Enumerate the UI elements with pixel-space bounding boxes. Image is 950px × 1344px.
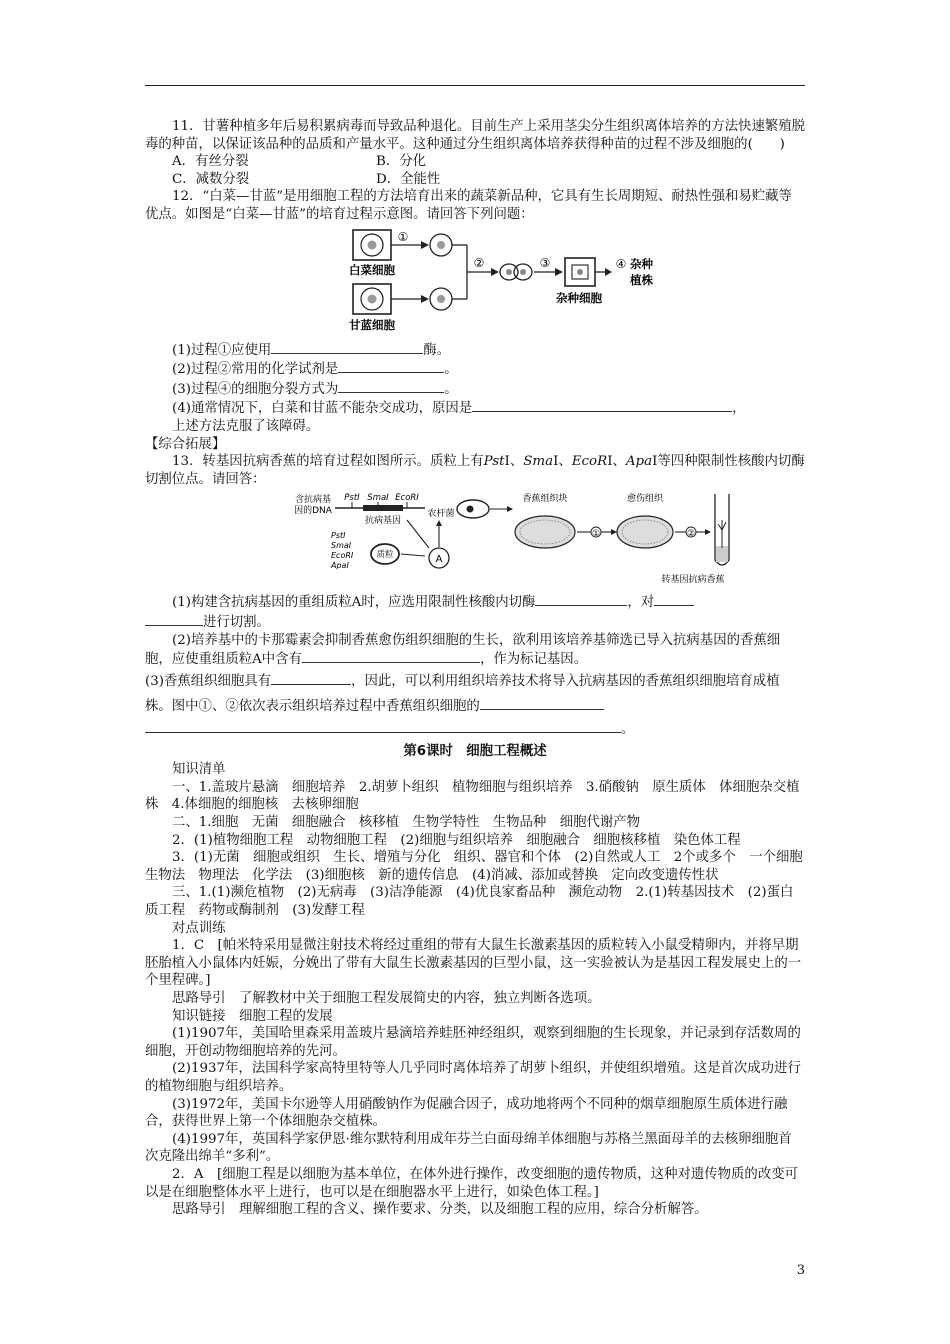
arrow-line [401, 554, 425, 556]
q13-figure [145, 490, 805, 590]
step-1-label: ① [591, 529, 601, 540]
q13-sub3-mid2: 、②依次表示组织培养过程中香蕉组织细胞的 [211, 698, 480, 714]
q12-sub3-tail: 。 [444, 381, 458, 397]
gene-label: 抗病基因 [364, 516, 402, 527]
site-sma-label: SmaⅠ [367, 493, 389, 504]
resistance-gene-block [363, 505, 403, 511]
knowledge-item-4: 3．(1)无菌 细胞或组织 生长、增殖与分化 组织、器官和个体 (2)自然或人工 2个或多个 一个细胞 生物法 物理法 化学法 (3)细胞核 新的遗传信息 (4)消减、添加或替换 定向改变遗传性状 [145, 850, 817, 883]
q12-blank-3[interactable] [338, 379, 444, 393]
roman-numeral: Ⅰ、 [607, 454, 626, 470]
q13-sub3-mid: ，因此，可以利用组织培养技术将导入抗病基因的香蕉组织细胞培育成植株。图中① [145, 673, 780, 714]
q11-option-a: A．有丝分裂 [172, 154, 249, 170]
arrow-head [605, 268, 612, 276]
plasmid-pst-label: PstⅠ [331, 531, 346, 541]
q12-figure [145, 226, 805, 338]
heading-knowledge-list: 知识清单 [172, 762, 226, 778]
link-item-3: (3)1972年，美国卡尔逊等人用硝酸钠作为促融合因子，成功地将两个不同种的烟草细胞原生质体进行融合，获得世界上第一个体细胞杂交植株。 [145, 1096, 788, 1130]
transgenic-banana-label: 转基因抗病香蕉 [661, 575, 725, 586]
arrow-head [421, 241, 429, 249]
q13-sub3 [145, 669, 805, 719]
q11-option-c: C．减数分裂 [172, 171, 250, 187]
q13-blank-5[interactable] [480, 696, 604, 710]
plasmid-apa-label: ApaⅠ [331, 561, 349, 571]
dna-label-1: 含抗病基 [294, 495, 332, 506]
agrobacterium-label: 农杆菌 [427, 509, 455, 520]
cabbage-kale-fusion-diagram [145, 226, 805, 338]
agrobacterium-plasmid [467, 506, 474, 513]
q13-blank-5-cont[interactable] [145, 719, 621, 733]
kale-cell-nucleus [368, 294, 377, 303]
knowledge-item-3: 2．(1)植物细胞工程 动物细胞工程 (2)细胞与组织培养 细胞融合 细胞核移植 染色体工程 [172, 832, 741, 848]
arrow-head [507, 506, 513, 512]
callus-label: 愈伤组织 [626, 494, 664, 505]
q13-blank-1[interactable] [535, 592, 627, 606]
q13-sub2-text: (2)培养基中的卡那霉素会抑制香蕉愈伤组织细胞的生长，欲利用该培养基筛选已导入抗病基因的香蕉细胞，应使重组质粒A中含有 [145, 632, 781, 668]
knowledge-item-2: 二、1.细胞 无菌 细胞融合 核移植 生物学特性 生物品种 细胞代谢产物 [172, 815, 641, 831]
q12-sub1-text: (1)过程①应使用 [172, 342, 272, 358]
step-1-label: ① [397, 229, 409, 244]
hybrid-nucleus [577, 269, 583, 275]
q11-options-row2 [145, 171, 805, 189]
hybrid-plant-label-1: 杂种 [630, 256, 653, 271]
q13-blank-2[interactable] [654, 592, 694, 606]
q12-sub1-tail: 酶。 [423, 342, 451, 358]
callus-dish [617, 516, 673, 548]
q13-blank-3[interactable] [302, 649, 480, 663]
step-3-label: ③ [539, 255, 551, 270]
banana-tissue-dish [515, 516, 575, 548]
q12-sub4-comma: ， [732, 401, 746, 417]
cabbage-cell-label: 白菜细胞 [349, 262, 395, 277]
enzyme-pst: Pst [483, 454, 505, 470]
roman-numeral: Ⅰ [652, 454, 658, 470]
roman-numeral: Ⅰ、 [504, 454, 524, 470]
step-2-label: ② [686, 529, 696, 540]
header-rule [145, 85, 805, 86]
fused-nucleus [506, 269, 512, 275]
arrow-head [555, 268, 563, 276]
plasmid-label: 质粒 [376, 550, 394, 561]
q13-sub1-tail: 进行切割。 [203, 614, 270, 630]
transgenic-banana-diagram [145, 490, 805, 590]
enzyme-ecor: EcoR [571, 454, 608, 470]
q12-sub1 [145, 340, 805, 360]
q13-sub1-text: (1)构建含抗病基因的重组质粒A时，应选用限制性核酸内切酶 [172, 595, 536, 611]
document-body [145, 118, 817, 1219]
q11-option-d: D．全能性 [376, 171, 441, 187]
q12-sub2 [145, 359, 805, 379]
q12-blank-1[interactable] [271, 340, 423, 354]
hybrid-cell-label: 杂种细胞 [556, 290, 602, 305]
q12-sub3 [145, 379, 805, 399]
plasmid-eco-label: EcoRⅠ [331, 551, 354, 561]
knowledge-link-heading: 知识链接 细胞工程的发展 [172, 1008, 333, 1024]
q12-sub2-text: (2)过程②常用的化学试剂是 [172, 362, 339, 378]
lesson-title: 第6课时 细胞工程概述 [403, 743, 547, 759]
q12-blank-4[interactable] [472, 398, 732, 412]
link-item-1: (1)1907年，美国哈里森采用盖玻片悬滴培养蛙胚神经组织，观察到细胞的生长现象，并记录到存活数周的细胞，开创动物细胞培养的先河。 [145, 1026, 801, 1059]
answer-2: 2．A [细胞工程是以细胞为基本单位，在体外进行操作，改变细胞的遗传物质，这种对遗传物质的改变可以是在细胞整体水平上进行，也可以是在细胞器水平上进行，如染色体工程。] [145, 1166, 798, 1200]
q13-sub2 [145, 632, 805, 669]
tube-medium [716, 546, 728, 562]
fused-nucleus [520, 269, 526, 275]
q13-sub3-cont [145, 719, 805, 741]
link-item-2: (2)1937年，法国科学家高特里特等人几乎同时离体培养了胡萝卜组织，并使组织增殖。这是首次成功进行的植物细胞与组织培养。 [145, 1061, 801, 1094]
protoplast-nucleus [437, 241, 445, 249]
step-2-label: ② [473, 255, 485, 270]
arrow-head [436, 520, 442, 526]
q12-sub4-cont: 上述方法克服了该障碍。 [172, 418, 320, 434]
q11-option-b: B．分化 [376, 154, 427, 170]
q11-stem: 11．甘薯种植多年后易积累病毒而导致品种退化。目前生产上采用茎尖分生组织离体培养的方法快速繁殖脱毒的种苗，以保证该品种的品质和产量水平。这种通过分生组织离体培养获得种苗的过程不涉及细胞的( ) [145, 119, 806, 152]
cabbage-cell-nucleus [368, 240, 377, 249]
answer-1: 1．C [帕米特采用显微注射技术将经过重组的带有大鼠生长激素基因的质粒转入小鼠受精卵内，并将早期胚胎植入小鼠体内妊娠，分娩出了带有大鼠生长激素基因的巨型小鼠，这一实验被认为是基因工程发展史上的一个里程碑。] [145, 938, 802, 989]
enzyme-sma: Sma [523, 454, 554, 470]
q13-stem [145, 453, 805, 488]
q12-sub4 [145, 398, 805, 418]
site-pst-label: PstⅠ [344, 493, 360, 504]
hybrid-plant-label-2: 植株 [630, 272, 653, 287]
arrow-head [421, 295, 429, 303]
q11-options-row1 [145, 153, 805, 171]
plasmid-sma-label: SmaⅠ [331, 541, 352, 551]
heading-practice: 对点训练 [172, 920, 226, 936]
arrow-line [407, 520, 429, 548]
arrow-head [611, 529, 617, 535]
knowledge-item-5: 三、1.(1)濒危植物 (2)无病毒 (3)洁净能源 (4)优良家畜品种 濒危动物 2.(1)转基因技术 (2)蛋白质工程 药物或酶制剂 (3)发酵工程 [145, 885, 794, 919]
q13-sub1-cont [145, 612, 805, 632]
section-heading-extension: 【综合拓展】 [145, 436, 226, 452]
q13-blank-4[interactable] [271, 671, 351, 685]
arrow-head [491, 268, 499, 276]
guide-2: 思路导引 理解细胞工程的含义、操作要求、分类，以及细胞工程的应用，综合分析解答。 [172, 1202, 708, 1218]
step-4-label: ④ [615, 256, 627, 271]
plasmid-a-label: A [435, 554, 443, 566]
dna-label-2: 因的DNA [294, 506, 332, 517]
page-number: 3 [796, 1263, 805, 1278]
q13-sub1 [145, 592, 805, 612]
banana-tissue-label: 香蕉组织块 [522, 494, 568, 505]
q12-sub4-text: (4)通常情况下，白菜和甘蓝不能杂交成功，原因是 [172, 401, 473, 417]
q12-blank-2[interactable] [338, 359, 444, 373]
knowledge-item-1: 一、1.盖玻片悬滴 细胞培养 2.胡萝卜组织 植物细胞与组织培养 3.硝酸钠 原生质体 体细胞杂交植株 4.体细胞的细胞核 去核卵细胞 [145, 779, 800, 813]
q13-sub1-mid: ，对 [627, 595, 655, 611]
q12-sub2-tail: 。 [444, 362, 458, 378]
guide-1: 思路导引 了解教材中关于细胞工程发展简史的内容，独立判断各选项。 [172, 991, 601, 1006]
site-eco-label: EcoRⅠ [395, 493, 419, 504]
enzyme-apa: Apa [625, 454, 653, 470]
plantlet-icon [718, 520, 726, 548]
arrow-head [705, 529, 711, 535]
q13-stem-b: 等四种限制性核酸内切酶切割位点。请回答： [145, 454, 805, 487]
q12-stem: 12．“白菜—甘蓝”是用细胞工程的方法培育出来的蔬菜新品种，它具有生长周期短、耐热性强和易贮藏等优点。如图是“白菜—甘蓝”的培育过程示意图。请回答下列问题： [145, 189, 792, 222]
link-item-4: (4)1997年，英国科学家伊恩·维尔默特利用成年芬兰白面母绵羊体细胞与苏格兰黑面母羊的去核卵细胞首次克隆出绵羊“多利”。 [145, 1131, 792, 1165]
roman-numeral: Ⅰ、 [553, 454, 572, 470]
q12-sub3-text: (3)过程④的细胞分裂方式为 [172, 381, 339, 397]
q13-blank-2-cont[interactable] [145, 612, 203, 626]
q13-sub2-tail: ，作为标记基因。 [479, 652, 588, 668]
protoplast-nucleus [437, 295, 445, 303]
kale-cell-label: 甘蓝细胞 [349, 317, 395, 332]
q13-sub3-tail: 。 [621, 721, 635, 737]
q13-sub3-text: (3)香蕉组织细胞具有 [145, 673, 272, 689]
q13-stem-a: 13．转基因抗病香蕉的培育过程如图所示。质粒上有 [172, 454, 484, 470]
